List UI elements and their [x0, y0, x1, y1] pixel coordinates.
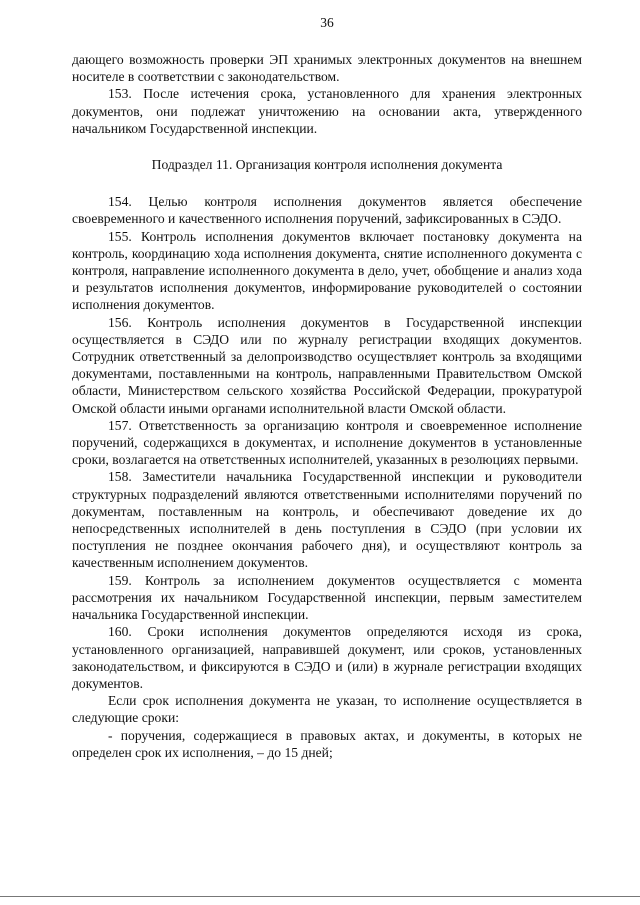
- paragraph-160: 160. Сроки исполнения документов определяются исходя из срока, установленного организацией, направившей документ, или сроков, установленных законодательством, и фиксируются в СЭДО и (или) в журнале регистрации входящих документов.: [72, 624, 582, 691]
- paragraph-159: 159. Контроль за исполнением документов осуществляется с момента рассмотрения их начальником Государственной инспекции, первым заместителем начальника Государственной инспекции.: [72, 572, 582, 623]
- paragraph-continuation: дающего возможность проверки ЭП хранимых электронных документов на внешнем носителе в соответствии с законодательством.: [72, 52, 582, 85]
- paragraph-153: 153. После истечения срока, установленного для хранения электронных документов, они подлежат уничтожению на основании акта, утвержденного начальником Государственной инспекции.: [72, 86, 582, 136]
- page-number: 36: [320, 15, 334, 30]
- paragraph-158: 158. Заместители начальника Государственной инспекции и руководители структурных подразделений являются ответственными исполнителями поручений по документам, поставленным на контроль, и обеспечивают доведение их до непосредственных исполнителей в день поступления в СЭДО (при условии их поступления не позднее окончания рабочего дня), и осуществляют контроль за качественным исполнением документов.: [72, 469, 582, 571]
- subsection-heading: Подраздел 11. Организация контроля исполнения документа: [151, 157, 503, 173]
- paragraph-154: 154. Целью контроля исполнения документов является обеспечение своевременного и качественного исполнения поручений, зафиксированных в СЭДО.: [72, 194, 582, 227]
- paragraph-155: 155. Контроль исполнения документов включает постановку документа на контроль, координацию хода исполнения документа, снятие исполненного документа с контроля, направление исполненного документа в дело, учет, обобщение и анализ хода и результатов исполнения документов, информирование руководителей о состоянии исполнения документов.: [72, 228, 582, 313]
- paragraph-deadline-intro: Если срок исполнения документа не указан, то исполнение осуществляется в следующие сроки:: [72, 693, 582, 726]
- list-item-deadline: - поручения, содержащиеся в правовых актах, и документы, в которых не определен срок их исполнения, – до 15 дней;: [72, 727, 582, 760]
- page-bottom-rule: [0, 896, 640, 897]
- paragraph-156: 156. Контроль исполнения документов в Государственной инспекции осуществляется в СЭДО или по журналу регистрации входящих документов. Сотрудник ответственный за делопроизводство осуществляет контроль за входящими документами, поставленными на контроль, направленными Правительством Омской области, Министерством сельского хозяйства Российской Федерации, прокуратурой Омской области иными органами исполнительной власти Омской области.: [72, 314, 582, 416]
- paragraph-157: 157. Ответственность за организацию контроля и своевременное исполнение поручений, содержащихся в документах, и исполнение документов в установленные сроки, возлагается на ответственных исполнителей, указанных в резолюциях первыми.: [72, 417, 582, 468]
- document-page: [72, 14, 582, 761]
